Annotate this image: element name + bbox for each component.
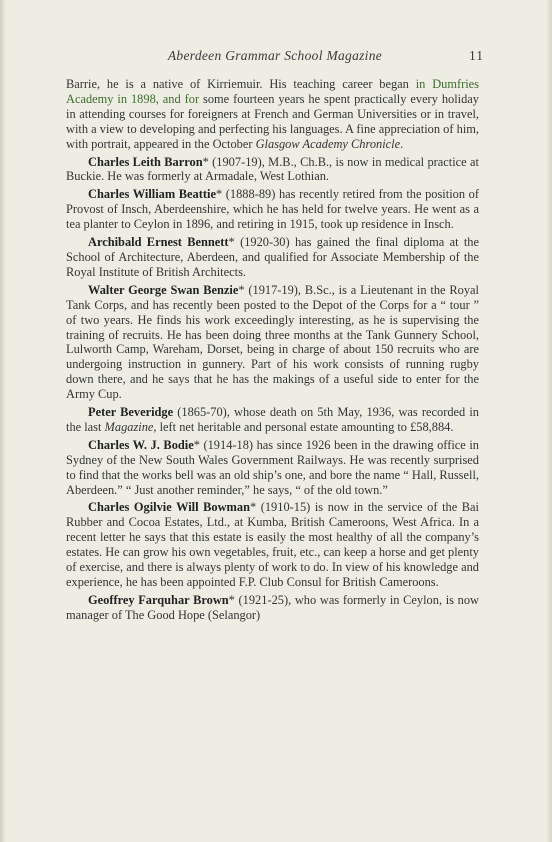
paragraph-text: some fourteen years he spent practically every holiday in attending courses for foreigners at French and German Universities or in travel, with a view to developing and perfecting his languages. A fine appreciation of him, with portrait, appeared in the October (66, 91, 479, 151)
journal-title: Glasgow Academy Chronicle (255, 136, 401, 151)
highlighted-text: in Dumfries Academy in 1898, and for (66, 77, 479, 106)
paragraph-barrie (66, 77, 479, 152)
person-name: Charles Ogilvie Will Bowman (88, 500, 250, 515)
magazine-title: Magazine (104, 419, 154, 434)
entry-text: * (1920-30) has gained the final diploma at the School of Architecture, Aberdeen, and qualified for Associate Membership of the Royal Institute of British Architects. (66, 235, 479, 279)
entry-text: (1865-70), whose death on 5th May, 1936, was recorded in the last (66, 405, 480, 434)
entry-bennett (66, 235, 479, 280)
entry-bodie (66, 438, 479, 498)
article-body (66, 77, 479, 626)
page-edge-left (0, 0, 6, 842)
person-name: Walter George Swan Benzie (88, 282, 239, 297)
page-header (66, 48, 484, 68)
page-number: 11 (469, 48, 484, 63)
person-name: Charles Leith Barron (88, 154, 203, 169)
running-title: Aberdeen Grammar School Magazine (167, 48, 383, 63)
entry-text: * (1921-25), who was formerly in Ceylon, is now manager of The Good Hope (Selangor) (66, 592, 479, 622)
entry-text: * (1907-19), M.B., Ch.B., is now in medical practice at Buckie. He was formerly at Armadale, West Lothian. (66, 154, 479, 184)
person-name: Charles W. J. Bodie (88, 437, 194, 452)
entry-beattie (66, 187, 479, 232)
entry-text: , left net heritable and personal estate amounting to £58,884. (153, 419, 454, 434)
entry-barron (66, 155, 479, 185)
entry-text: * (1888-89) has recently retired from the position of Provost of Insch, Aberdeenshire, which he has held for twelve years. He went as a tea planter to Ceylon in 1896, and retiring in 1915, took up residence in Insch. (66, 187, 479, 232)
entry-text: * (1914-18) has since 1926 been in the drawing office in Sydney of the New South Wales Government Railways. He was recently surprised to find that the works bell was an old ship’s one, and bore the name “ Hall, Russell, Aberdeen.” “ Just another reminder,” he says, “ of the old town.” (66, 437, 479, 497)
person-name: Archibald Ernest Bennett (88, 235, 229, 250)
entry-benzie (66, 283, 479, 402)
paragraph-text: . (400, 136, 404, 151)
entry-brown (66, 593, 479, 623)
paragraph-text: Barrie, he is a native of Kirriemuir. His teaching career began (66, 77, 416, 91)
entry-bowman (66, 500, 479, 589)
person-name: Peter Beveridge (88, 405, 174, 420)
entry-beveridge (66, 405, 479, 435)
person-name: Charles William Beattie (88, 187, 216, 202)
person-name: Geoffrey Farquhar Brown (88, 592, 229, 607)
entry-text: * (1917-19), B.Sc., is a Lieutenant in the Royal Tank Corps, and has recently been posted to the Depot of the Corps for a “ tour ” of two years. He finds his work exceedingly interesting, as he is supervising the training of recruits. He has been doing three months at the Tank Gunnery School, Lulworth Camp, Wareham, Dorset, being in charge of about 150 recruits who are undergoing instruction in gunnery. Part of his work consists of running rugby down there, and he says that he has the makings of a useful side to enter for the Army Cup. (66, 282, 479, 402)
page-edge-right (546, 0, 552, 842)
entry-text: * (1910-15) is now in the service of the Bai Rubber and Cocoa Estates, Ltd., at Kumba, British Cameroons, West Africa. In a recent letter he says that this estate is easily the most healthy of all the company’s estates. He can grow his own vegetables, fruit, etc., can keep a horse and get plenty of exercise, and there is always plenty of work to do. In view of his knowledge and experience, he has been appointed F.P. Club Consul for British Cameroons. (66, 500, 479, 589)
